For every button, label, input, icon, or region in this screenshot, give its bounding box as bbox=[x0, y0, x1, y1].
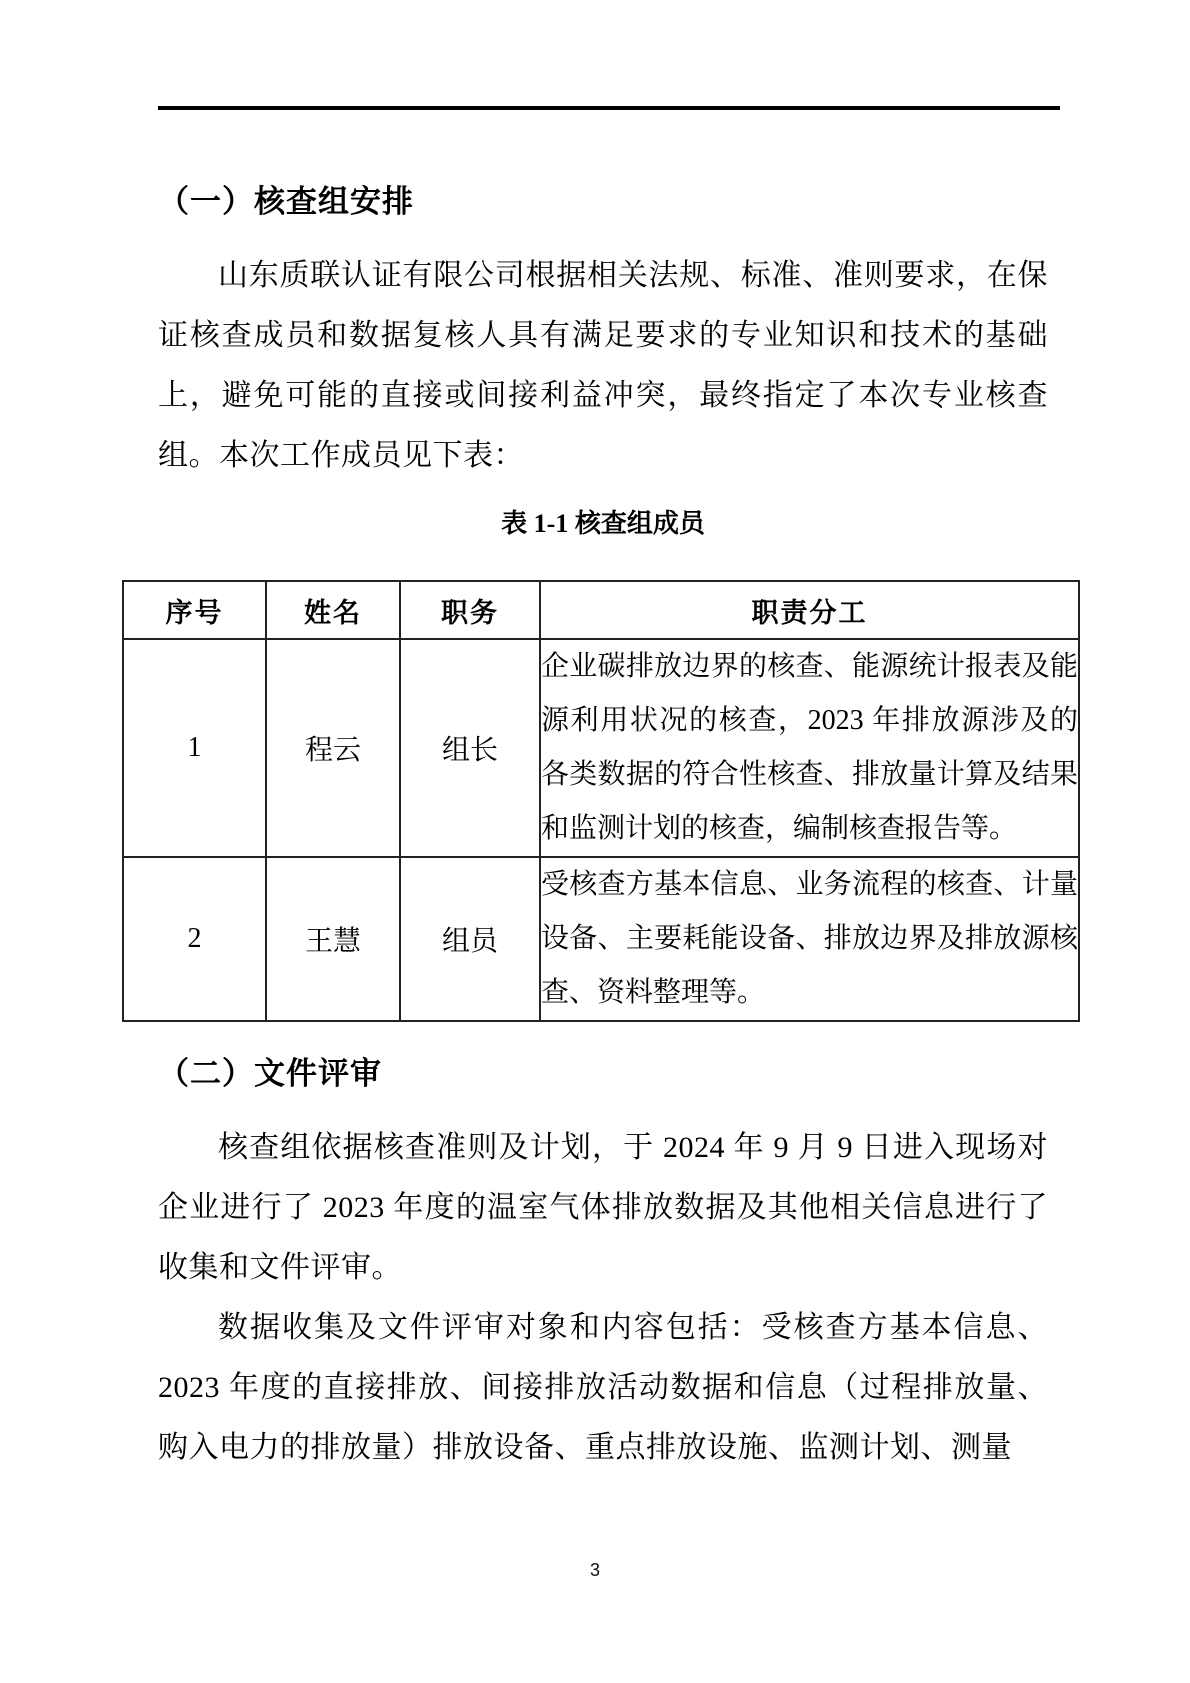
header-cell-name: 姓名 bbox=[266, 581, 400, 639]
table-row bbox=[123, 639, 1079, 857]
paragraph-document-review-2: 数据收集及文件评审对象和内容包括：受核查方基本信息、2023 年度的直接排放、间接排放活动数据和信息（过程排放量、购入电力的排放量）排放设备、重点排放设施、监测计划、测量 bbox=[158, 1311, 1048, 1464]
table-header-row bbox=[123, 581, 1079, 639]
cell-role: 组员 bbox=[400, 857, 540, 1021]
section-heading-document-review: （二）文件评审 bbox=[158, 1056, 382, 1091]
header-cell-duty: 职责分工 bbox=[540, 581, 1079, 639]
cell-duty: 受核查方基本信息、业务流程的核查、计量设备、主要耗能设备、排放边界及排放源核查、资料整理等。 bbox=[540, 857, 1079, 1021]
document-content bbox=[158, 182, 1078, 1478]
cell-no: 2 bbox=[123, 857, 266, 1021]
header-rule bbox=[158, 106, 1060, 110]
header-cell-no: 序号 bbox=[123, 581, 266, 639]
page-number: 3 bbox=[589, 1560, 600, 1580]
table-row bbox=[123, 857, 1079, 1021]
paragraph-document-review-1: 核查组依据核查准则及计划，于 2024 年 9 月 9 日进入现场对企业进行了 2023 年度的温室气体排放数据及其他相关信息进行了收集和文件评审。 bbox=[158, 1131, 1048, 1284]
table-caption: 表 1-1 核查组成员 bbox=[501, 509, 705, 538]
cell-role: 组长 bbox=[400, 639, 540, 857]
cell-no: 1 bbox=[123, 639, 266, 857]
verification-team-table bbox=[122, 580, 1080, 1022]
cell-duty: 企业碳排放边界的核查、能源统计报表及能源利用状况的核查，2023 年排放源涉及的各类数据的符合性核查、排放量计算及结果和监测计划的核查，编制核查报告等。 bbox=[540, 639, 1079, 857]
cell-name: 程云 bbox=[266, 639, 400, 857]
section-heading-verification-team: （一）核查组安排 bbox=[158, 184, 414, 219]
cell-name: 王慧 bbox=[266, 857, 400, 1021]
paragraph-team-arrangement: 山东质联认证有限公司根据相关法规、标准、准则要求，在保证核查成员和数据复核人具有满足要求的专业知识和技术的基础上，避免可能的直接或间接利益冲突，最终指定了本次专业核查组。本次工作成员见下表： bbox=[158, 259, 1048, 472]
header-cell-role: 职务 bbox=[400, 581, 540, 639]
